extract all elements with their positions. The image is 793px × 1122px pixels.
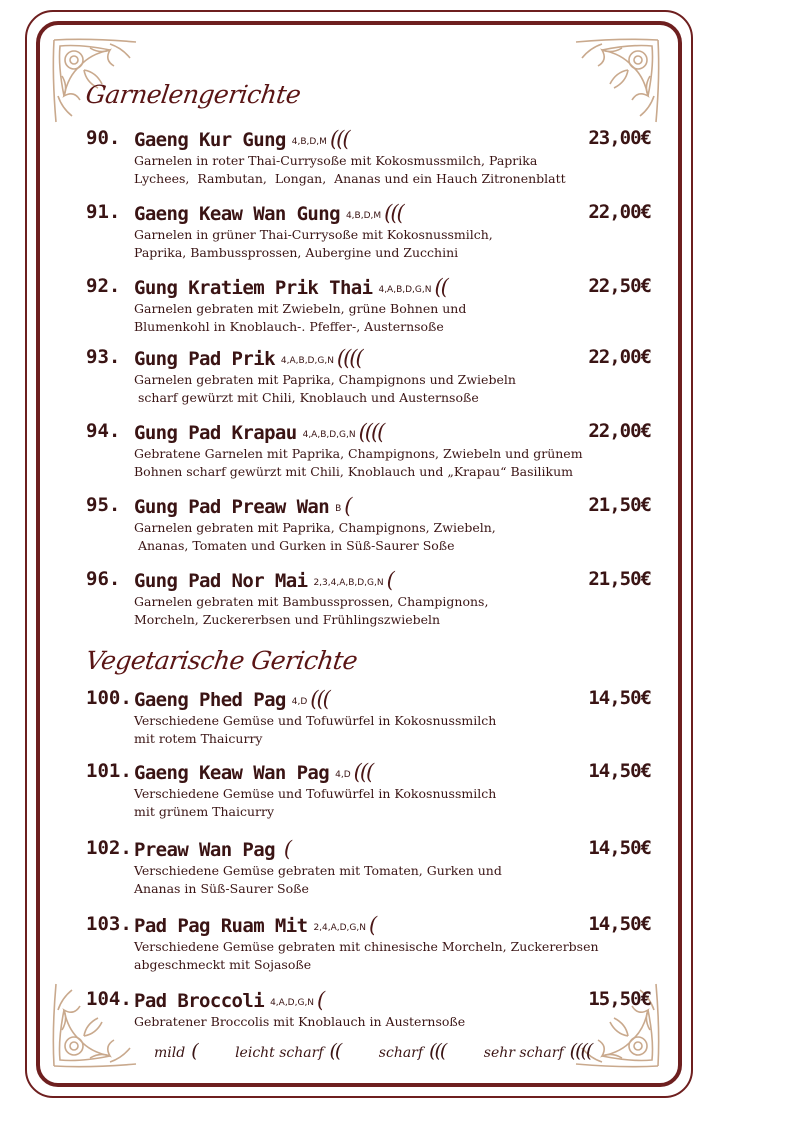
legend-label: leicht scharf xyxy=(235,1045,324,1061)
dish-price: 22,50€ xyxy=(588,275,651,297)
legend-item-scharf xyxy=(378,1040,446,1062)
spice-legend xyxy=(154,1040,625,1062)
allergen-codes: 4,D xyxy=(335,770,351,780)
chili-icon: ((( xyxy=(429,1040,446,1062)
dish-description: Verschiedene Gemüse und Tofuwürfel in Kokosnussmilch mit grünem Thaicurry xyxy=(134,786,497,819)
chili-icon: ( xyxy=(191,1040,197,1062)
dish-name-text: Gung Pad Prik xyxy=(134,348,275,370)
legend-item-leicht-scharf xyxy=(235,1040,341,1062)
dish-price: 22,00€ xyxy=(588,420,651,442)
dish-description: Verschiedene Gemüse gebraten mit Tomaten, Gurken und Ananas in Süß-Saurer Soße xyxy=(134,863,502,896)
dish-number: 104. xyxy=(86,988,132,1010)
legend-label: scharf xyxy=(378,1045,424,1061)
dish-description: Verschiedene Gemüse gebraten mit chinesische Morcheln, Zuckererbsen abgeschmeckt mit Sojasoße xyxy=(134,939,599,972)
chili-icon: ((( xyxy=(353,760,373,784)
dish-price: 15,50€ xyxy=(588,988,651,1010)
dish-description: Garnelen gebraten mit Paprika, Champignons und Zwiebeln scharf gewürzt mit Chili, Knoblauch und Austernsoße xyxy=(134,372,516,405)
dish-name xyxy=(134,913,375,937)
dish-number: 91. xyxy=(86,201,121,223)
dish-name xyxy=(134,760,372,784)
chili-icon: ( xyxy=(344,494,351,518)
section-title: Garnelengerichte xyxy=(83,80,303,109)
dish-number: 96. xyxy=(86,568,121,590)
allergen-codes: 4,D xyxy=(291,697,308,707)
allergen-codes: 4,B,D,M xyxy=(291,137,327,147)
dish-number: 100. xyxy=(86,687,132,709)
chili-icon: ( xyxy=(369,913,376,937)
section-title: Vegetarische Gerichte xyxy=(83,646,360,675)
dish-name-text: Pad Pag Ruam Mit xyxy=(134,915,308,937)
dish-number: 93. xyxy=(86,346,121,368)
dish-name xyxy=(134,346,362,370)
legend-item-mild xyxy=(154,1040,197,1062)
dish-name-text: Gung Pad Preaw Wan xyxy=(134,496,330,518)
allergen-codes: 4,A,D,G,N xyxy=(270,998,315,1008)
dish-number: 94. xyxy=(86,420,121,442)
allergen-codes: 4,A,B,D,G,N xyxy=(302,430,356,440)
dish-price: 14,50€ xyxy=(588,837,651,859)
dish-description: Garnelen gebraten mit Bambussprossen, Champignons, Morcheln, Zuckererbsen und Frühlingszwiebeln xyxy=(134,594,489,627)
allergen-codes: 4,B,D,M xyxy=(345,211,382,221)
allergen-codes: 2,3,4,A,B,D,G,N xyxy=(313,578,384,588)
dish-description: Verschiedene Gemüse und Tofuwürfel in Kokosnussmilch mit rotem Thaicurry xyxy=(134,713,497,746)
dish-price: 22,00€ xyxy=(588,346,651,368)
dish-name-text: Gung Pad Krapau xyxy=(134,422,297,444)
dish-price: 14,50€ xyxy=(588,913,651,935)
corner-ornament-icon xyxy=(570,36,662,128)
dish-price: 21,50€ xyxy=(588,494,651,516)
chili-icon: (((( xyxy=(336,346,362,370)
chili-icon: ( xyxy=(386,568,393,592)
dish-price: 23,00€ xyxy=(588,127,651,149)
allergen-codes: 4,A,B,D,G,N xyxy=(280,356,334,366)
dish-price: 14,50€ xyxy=(588,687,651,709)
legend-label: mild xyxy=(154,1045,186,1061)
chili-icon: ( xyxy=(283,837,291,861)
dish-name xyxy=(134,988,323,1012)
dish-number: 90. xyxy=(86,127,121,149)
dish-price: 14,50€ xyxy=(588,760,651,782)
allergen-codes: 2,4,A,D,G,N xyxy=(313,923,366,933)
dish-number: 95. xyxy=(86,494,121,516)
dish-name-text: Gaeng Keaw Wan Pag xyxy=(134,762,330,784)
dish-number: 102. xyxy=(86,837,132,859)
dish-name-text: Pad Broccoli xyxy=(134,990,265,1012)
dish-price: 22,00€ xyxy=(588,201,651,223)
dish-description: Gebratene Garnelen mit Paprika, Champignons, Zwiebeln und grünem Bohnen scharf gewürzt mit Chili, Knoblauch und „Krapau“ Basilikum xyxy=(134,446,583,479)
chili-icon: ((( xyxy=(384,201,403,225)
dish-name xyxy=(134,494,351,518)
legend-item-sehr-scharf xyxy=(483,1040,592,1062)
dish-name-text: Gung Kratiem Prik Thai xyxy=(134,277,373,299)
dish-name xyxy=(134,687,329,711)
dish-name-text: Gaeng Keaw Wan Gung xyxy=(134,203,340,225)
chili-icon: (((( xyxy=(569,1040,592,1062)
dish-description: Garnelen in grüner Thai-Currysoße mit Kokosnussmilch, Paprika, Bambussprossen, Aubergine und Zucchini xyxy=(134,227,493,260)
chili-icon: (((( xyxy=(358,420,384,444)
dish-number: 92. xyxy=(86,275,121,297)
dish-name xyxy=(134,837,290,861)
legend-label: sehr scharf xyxy=(483,1045,564,1061)
chili-icon: (( xyxy=(434,275,447,299)
dish-name xyxy=(134,127,349,151)
dish-price: 21,50€ xyxy=(588,568,651,590)
allergen-codes: B xyxy=(335,504,342,514)
allergen-codes: 4,A,B,D,G,N xyxy=(378,285,432,295)
chili-icon: ((( xyxy=(310,687,329,711)
dish-name-text: Gaeng Kur Gung xyxy=(134,129,286,151)
dish-description: Gebratener Broccolis mit Knoblauch in Austernsoße xyxy=(134,1014,466,1029)
dish-description: Garnelen gebraten mit Zwiebeln, grüne Bohnen und Blumenkohl in Knoblauch-. Pfeffer-, Austernsoße xyxy=(134,301,467,334)
dish-name xyxy=(134,420,383,444)
dish-description: Garnelen gebraten mit Paprika, Champignons, Zwiebeln, Ananas, Tomaten und Gurken in Süß-Saurer Soße xyxy=(134,520,496,553)
dish-description: Garnelen in roter Thai-Currysoße mit Kokosmussmilch, Paprika Lychees, Rambutan, Longan, Ananas und ein Hauch Zitronenblatt xyxy=(134,153,566,186)
dish-name xyxy=(134,568,393,592)
dish-name-text: Gung Pad Nor Mai xyxy=(134,570,308,592)
dish-name-text: Preaw Wan Pag xyxy=(134,839,275,861)
chili-icon: ((( xyxy=(329,127,349,151)
chili-icon: (( xyxy=(329,1040,341,1062)
dish-name xyxy=(134,275,447,299)
dish-name-text: Gaeng Phed Pag xyxy=(134,689,286,711)
dish-number: 103. xyxy=(86,913,132,935)
dish-number: 101. xyxy=(86,760,132,782)
chili-icon: ( xyxy=(317,988,324,1012)
dish-name xyxy=(134,201,403,225)
